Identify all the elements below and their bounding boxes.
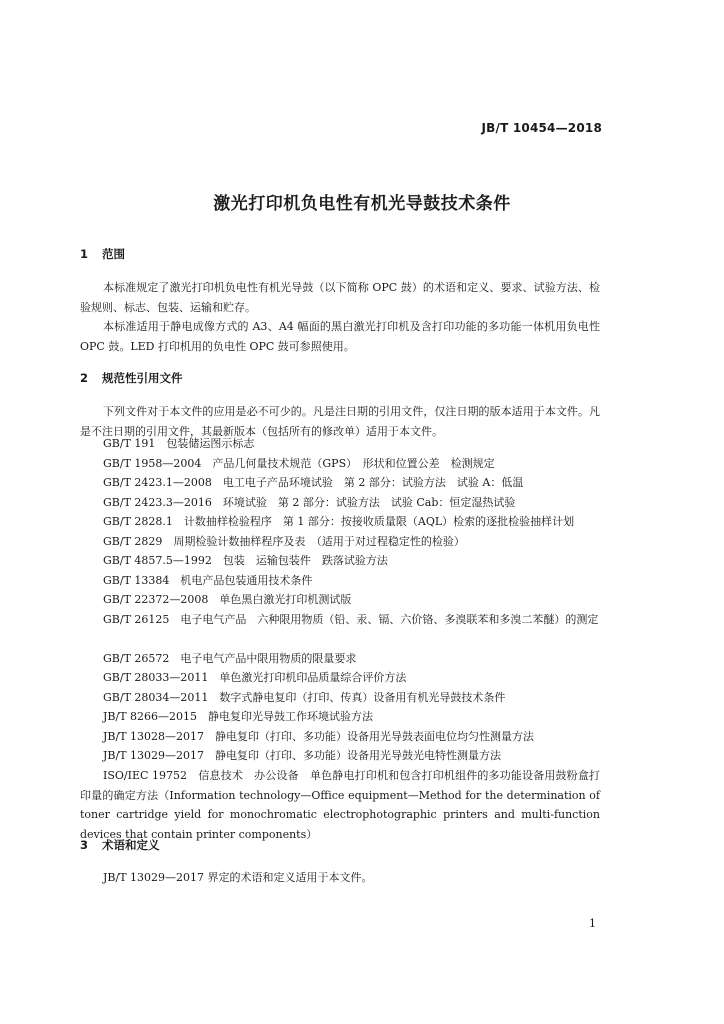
section-heading-terms [80, 837, 160, 853]
reference-item: GB/T 28034—2011 数字式静电复印（打印、传真）设备用有机光导鼓技术条件 [103, 691, 506, 704]
scope-paragraph: 本标准规定了激光打印机负电性有机光导鼓（以下简称 OPC 鼓）的术语和定义、要求、试验方法、检验规则、标志、包装、运输和贮存。 [80, 281, 600, 314]
reference-item: ISO/IEC 19752 信息技术 办公设备 单色静电打印机和包含打印机组件的多功能设备用鼓粉盒打印量的确定方法（Information technology—Office equipment—Method for the determination of toner cartridge yield for monochromatic electrophotographic printers and multi-function devices that contain printer components） [80, 769, 600, 841]
section-title: 规范性引用文件 [102, 371, 183, 385]
reference-item: JB/T 13028—2017 静电复印（打印、多功能）设备用光导鼓表面电位均匀性测量方法 [103, 730, 535, 743]
reference-item: GB/T 28033—2011 单色激光打印机印品质量综合评价方法 [103, 671, 407, 684]
reference-item: GB/T 2829 周期检验计数抽样程序及表 （适用于对过程稳定性的检验） [103, 535, 465, 548]
reference-item: GB/T 191 包装储运图示标志 [103, 437, 255, 450]
terms-paragraph: JB/T 13029—2017 界定的术语和定义适用于本文件。 [103, 871, 373, 884]
document-title: 激光打印机负电性有机光导鼓技术条件 [213, 194, 511, 214]
page-number: 1 [589, 917, 596, 930]
reference-item: GB/T 1958—2004 产品几何量技术规范（GPS） 形状和位置公差 检测规定 [103, 457, 495, 470]
reference-item: GB/T 4857.5—1992 包装 运输包装件 跌落试验方法 [103, 554, 388, 567]
references-intro: 下列文件对于本文件的应用是必不可少的。凡是注日期的引用文件，仅注日期的版本适用于本文件。凡是不注日期的引用文件，其最新版本（包括所有的修改单）适用于本文件。 [80, 405, 600, 438]
section-title: 范围 [102, 247, 125, 261]
scope-paragraph: 本标准适用于静电成像方式的 A3、A4 幅面的黑白激光打印机及含打印功能的多功能一体机用负电性 OPC 鼓。LED 打印机用的负电性 OPC 鼓可参照使用。 [80, 320, 600, 353]
section-heading-normative-references [80, 370, 183, 386]
standard-number: JB/T 10454—2018 [481, 121, 602, 135]
reference-item: GB/T 22372—2008 单色黑白激光打印机测试版 [103, 593, 352, 606]
reference-item: GB/T 2423.3—2016 环境试验 第 2 部分：试验方法 试验 Cab：恒定湿热试验 [103, 496, 516, 509]
reference-item: JB/T 8266—2015 静电复印光导鼓工作环境试验方法 [103, 710, 374, 723]
section-number: 2 [80, 371, 89, 385]
section-number: 1 [80, 247, 89, 261]
reference-item: GB/T 26125 电子电气产品 六种限用物质（铅、汞、镉、六价铬、多溴联苯和多溴二苯醚）的测定 [103, 613, 599, 626]
reference-item: JB/T 13029—2017 静电复印（打印、多功能）设备用光导鼓光电特性测量方法 [103, 749, 502, 762]
section-number: 3 [80, 838, 89, 852]
section-title: 术语和定义 [102, 838, 160, 852]
reference-item: GB/T 2423.1—2008 电工电子产品环境试验 第 2 部分：试验方法 试验 A：低温 [103, 476, 524, 489]
reference-item: GB/T 13384 机电产品包装通用技术条件 [103, 574, 313, 587]
reference-item: GB/T 2828.1 计数抽样检验程序 第 1 部分：按接收质量限（AQL）检索的逐批检验抽样计划 [103, 515, 575, 528]
section-heading-scope [80, 246, 125, 262]
reference-item: GB/T 26572 电子电气产品中限用物质的限量要求 [103, 652, 357, 665]
